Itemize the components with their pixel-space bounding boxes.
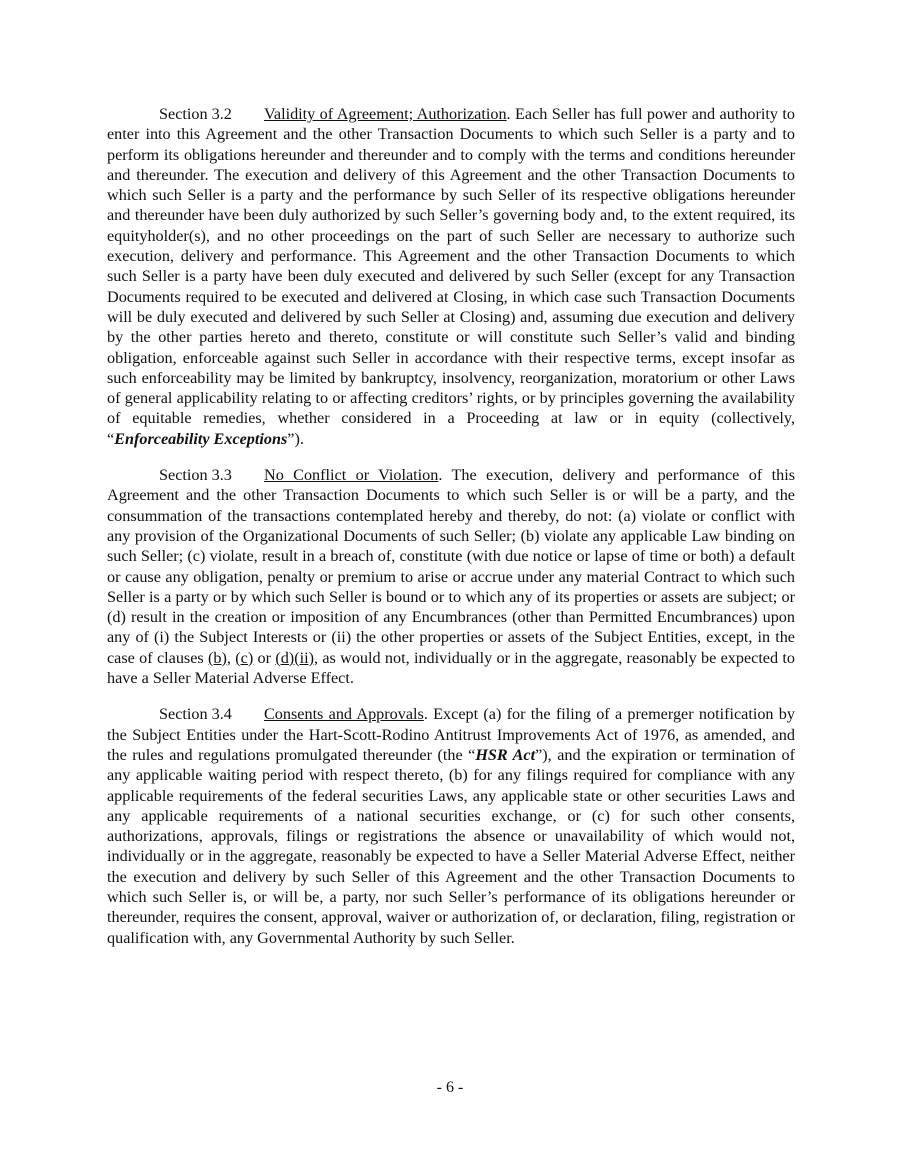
- clause-separator: or: [253, 648, 276, 667]
- section-3-2: [107, 104, 795, 449]
- section-number: Section 3.2: [159, 105, 232, 123]
- page-number: - 6 -: [436, 1079, 464, 1096]
- defined-term: Enforceability Exceptions: [114, 429, 288, 448]
- section-body: . Each Seller has full power and authority to enter into this Agreement and the other Transaction Documents to which such Seller is a party and to perform its obligations hereunder and thereunder and to comply with the terms and conditions hereunder and thereunder. The execution and delivery of this Agreement and the other Transaction Documents to which such Seller is a party and the performance by such Seller of its respective obligations hereunder and thereunder have been duly authorized by such Seller’s governing body and, to the extent required, its equityholder(s), and no other proceedings on the part of such Seller are necessary to authorize such execution, delivery and performance. This Agreement and the other Transaction Documents to which such Seller is a party have been duly executed and delivered by such Seller (except for any Transaction Documents required to be executed and delivered at Closing, in which case such Transaction Documents will be duly executed and delivered by such Seller at Closing) and, assuming due execution and delivery by the other parties hereto and thereto, constitute or will constitute such Seller’s valid and binding obligation, enforceable against such Seller in accordance with their respective terms, except insofar as such enforceability may be limited by bankruptcy, insolvency, reorganization, moratorium or other Laws of general applicability relating to or affecting creditors’ rights, or by principles governing the availability of equitable remedies, whether considered in a Proceeding at law or in equity (collectively, “: [107, 105, 795, 448]
- section-body: . The execution, delivery and performance of this Agreement and the other Transaction Documents to which such Seller is or will be a party, and the consummation of the transactions contemplated hereby and thereby, do not: (a) violate or conflict with any provision of the Organizational Documents of such Seller; (b) violate any applicable Law binding on such Seller; (c) violate, result in a breach of, constitute (with due notice or lapse of time or both) a default or cause any obligation, penalty or premium to arise or accrue under any material Contract to which such Seller is a party or by which such Seller is bound or to which any of its properties or assets are subject; or (d) result in the creation or imposition of any Encumbrances (other than Permitted Encumbrances) upon any of (i) the Subject Interests or (ii) the other properties or assets of the Subject Entities, except, in the case of clauses: [107, 466, 795, 667]
- clause-separator: ,: [226, 648, 236, 667]
- document-page: [107, 104, 795, 964]
- section-heading: No Conflict or Violation: [264, 466, 439, 485]
- section-body-end: , as would not, individually or in the aggregate, reasonably be expected to have a Seller Material Adverse Effect.: [107, 648, 795, 688]
- section-heading: Validity of Agreement; Authorization: [264, 105, 507, 123]
- clause-reference: (b): [208, 648, 227, 667]
- clause-reference: (d)(ii): [275, 648, 314, 667]
- section-heading: Consents and Approvals: [264, 705, 424, 724]
- section-3-4: [107, 704, 795, 948]
- section-number: Section 3.4: [159, 705, 232, 724]
- defined-term: HSR Act: [475, 745, 536, 764]
- section-3-3: [107, 465, 795, 688]
- section-body-end: ”).: [287, 429, 304, 448]
- section-number: Section 3.3: [159, 466, 232, 485]
- section-body-end: ”), and the expiration or termination of any applicable waiting period with respect thereto, (b) for any filings required for compliance with any applicable requirements of the federal securities Laws, any applicable state or other securities Laws and any applicable requirements of a national securities exchange, or (c) for such other consents, authorizations, approvals, filings or registrations the absence or unavailability of which would not, individually or in the aggregate, reasonably be expected to have a Seller Material Adverse Effect, neither the execution and delivery by such Seller of this Agreement and the other Transaction Documents to which such Seller is, or will be, a party, nor such Seller’s performance of its obligations hereunder or thereunder, requires the consent, approval, waiver or authorization of, or declaration, filing, registration or qualification with, any Governmental Authority by such Seller.: [107, 745, 795, 947]
- clause-reference: (c): [235, 648, 254, 667]
- section-body: . Except (a) for the filing of a premerger notification by the Subject Entities under the Hart-Scott-Rodino Antitrust Improvements Act of 1976, as amended, and the rules and regulations promulgated thereunder (the “: [107, 705, 795, 764]
